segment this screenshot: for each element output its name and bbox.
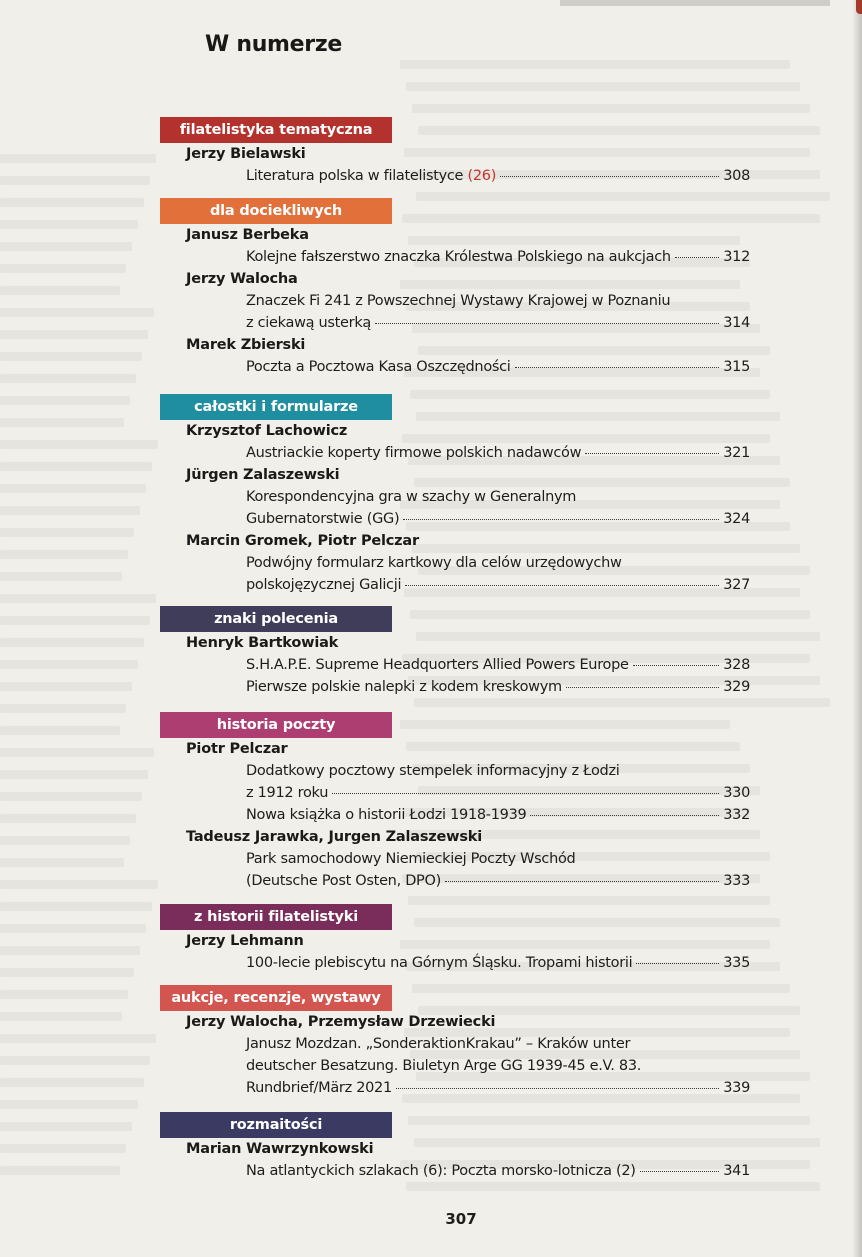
toc-entry [246,552,750,596]
entry-line [246,760,750,782]
entry-page-number: 324 [723,511,750,527]
section-banner: znaki polecenia [160,606,392,632]
entry-line [246,290,750,312]
entry-line [246,246,750,268]
entry-title-text: Nowa książka o historii Łodzi 1918-1939 [246,807,527,823]
toc-entry [246,165,750,187]
dot-leader [530,815,719,816]
entry-page-number: 314 [723,315,750,331]
entry-page-number: 315 [723,359,750,375]
entry-title-text: Rundbrief/März 2021 [246,1080,392,1096]
entry-page-number: 330 [723,785,750,801]
author-name: Krzysztof Lachowicz [186,423,348,439]
toc-section [160,985,750,1099]
toc-section [160,606,750,698]
author-name: Marcin Gromek, Piotr Pelczar [186,533,419,549]
entry-line [246,782,750,804]
entry-line [246,442,750,464]
entry-title-text: Austriackie koperty firmowe polskich nadawców [246,445,582,461]
entry-page-number: 312 [723,249,750,265]
entry-title-text: Literatura polska w filatelistyce [246,168,464,184]
entry-title-text: Korespondencyjna gra w szachy w Generalnym [246,489,577,505]
toc-entry [246,952,750,974]
entry-line [246,1033,750,1055]
dot-leader [566,687,719,688]
entry-title-text: S.H.A.P.E. Supreme Headquorters Allied Powers Europe [246,657,629,673]
entry-line [246,508,750,530]
entry-line [246,848,750,870]
entry-page-number: 308 [723,168,750,184]
entry-title-text: z 1912 roku [246,785,329,801]
entry-line [246,552,750,574]
entry-title-text: 100-lecie plebiscytu na Górnym Śląsku. Tropami historii [246,955,633,971]
entry-title-text: Janusz Mozdzan. „SonderaktionKrakau” – Kraków unter [246,1036,631,1052]
entry-line [246,870,750,892]
dot-leader [633,665,720,666]
author-name: Jerzy Walocha, Przemysław Drzewiecki [186,1014,496,1030]
dot-leader [515,367,720,368]
entry-page-number: 335 [723,955,750,971]
entry-title-text: Dodatkowy pocztowy stempelek informacyjny z Łodzi [246,763,620,779]
toc-entry [246,1160,750,1182]
page-spine-shadow [852,0,862,1257]
entry-line [246,574,750,596]
toc-section [160,394,750,596]
toc-entry [246,760,750,804]
entry-page-number: 328 [723,657,750,673]
author-name: Tadeusz Jarawka, Jurgen Zalaszewski [186,829,483,845]
dot-leader [636,963,719,964]
entry-line [246,804,750,826]
dot-leader [403,519,719,520]
toc-section [160,904,750,974]
section-banner: dla dociekliwych [160,198,392,224]
entry-page-number: 321 [723,445,750,461]
toc-section [160,712,750,892]
entry-line [246,1160,750,1182]
entry-line [246,1055,750,1077]
entry-line [246,312,750,334]
entry-page-number: 341 [723,1163,750,1179]
author-name: Jürgen Zalaszewski [186,467,340,483]
entry-page-number: 339 [723,1080,750,1096]
entry-title-text: Poczta a Pocztowa Kasa Oszczędności [246,359,511,375]
section-banner: historia poczty [160,712,392,738]
author-name: Henryk Bartkowiak [186,635,339,651]
dot-leader [675,257,719,258]
author-name: Piotr Pelczar [186,741,288,757]
entry-line [246,654,750,676]
entry-line [246,1077,750,1099]
toc-entry [246,442,750,464]
page-title: W numerze [205,32,342,57]
section-banner: aukcje, recenzje, wystawy [160,985,392,1011]
entry-line [246,165,750,187]
toc-entry [246,1033,750,1099]
entry-page-number: 327 [723,577,750,593]
toc-entry [246,676,750,698]
entry-line [246,486,750,508]
dot-leader [500,176,719,177]
entry-title-text: Na atlantyckich szlakach (6): Poczta morsko-lotnicza (2) [246,1163,636,1179]
dot-leader [640,1171,720,1172]
entry-title-text: z ciekawą usterką [246,315,372,331]
page-number: 307 [445,1210,477,1228]
author-name: Marek Zbierski [186,337,306,353]
page-edge-mark [856,0,862,14]
entry-line [246,952,750,974]
toc-entry [246,356,750,378]
entry-title-text: Znaczek Fi 241 z Powszechnej Wystawy Krajowej w Poznaniu [246,293,671,309]
toc-entry [246,246,750,268]
entry-title-text: Gubernatorstwie (GG) [246,511,400,527]
series-number: (26) [467,168,497,184]
entry-title-text: Kolejne fałszerstwo znaczka Królestwa Polskiego na aukcjach [246,249,671,265]
entry-title-text: Podwójny formularz kartkowy dla celów urzędowychw [246,555,622,571]
toc-entry [246,804,750,826]
top-edge-strip [560,0,830,6]
section-banner: całostki i formularze [160,394,392,420]
author-name: Jerzy Bielawski [186,146,306,162]
toc-entry [246,290,750,334]
section-banner: filatelistyka tematyczna [160,117,392,143]
author-name: Marian Wawrzynkowski [186,1141,374,1157]
dot-leader [585,453,719,454]
entry-line [246,356,750,378]
section-banner: z historii filatelistyki [160,904,392,930]
entry-title-text: Pierwsze polskie nalepki z kodem kreskowym [246,679,562,695]
section-banner: rozmaitości [160,1112,392,1138]
dot-leader [445,881,719,882]
toc-entry [246,654,750,676]
toc-section [160,1112,750,1182]
entry-title-text: Park samochodowy Niemieckiej Poczty Wschód [246,851,576,867]
entry-page-number: 329 [723,679,750,695]
toc-entry [246,848,750,892]
entry-title-text: deutscher Besatzung. Biuletyn Arge GG 1939-45 e.V. 83. [246,1058,642,1074]
dot-leader [332,793,719,794]
entry-title-text: (Deutsche Post Osten, DPO) [246,873,441,889]
dot-leader [375,323,719,324]
entry-page-number: 332 [723,807,750,823]
entry-page-number: 333 [723,873,750,889]
dot-leader [396,1088,719,1089]
dot-leader [405,585,719,586]
entry-line [246,676,750,698]
entry-title-text: polskojęzycznej Galicji [246,577,402,593]
author-name: Jerzy Lehmann [186,933,304,949]
toc-section [160,117,750,187]
toc-section [160,198,750,378]
author-name: Jerzy Walocha [186,271,298,287]
toc-entry [246,486,750,530]
author-name: Janusz Berbeka [186,227,309,243]
